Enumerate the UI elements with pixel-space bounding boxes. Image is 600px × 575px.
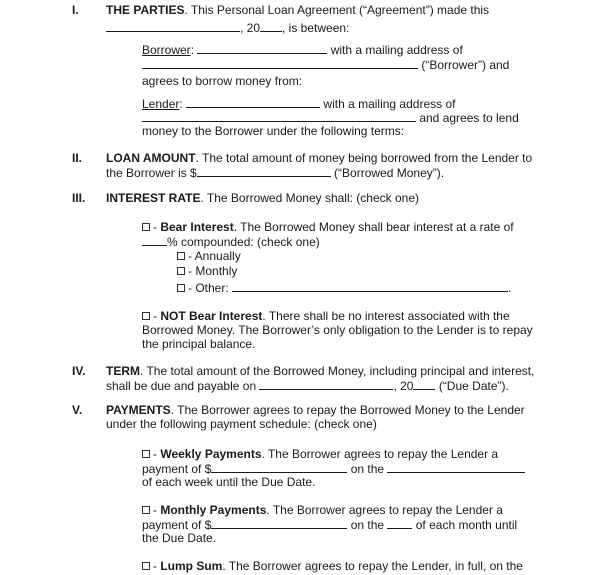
monthly-payments-line3: the Due Date. [142, 531, 217, 545]
not-bear-interest-line3: the principal balance. [142, 337, 256, 351]
weekly-amount-field[interactable] [211, 461, 347, 473]
borrower-address-field[interactable] [142, 57, 418, 69]
compound-option-monthly: - Monthly [177, 264, 237, 278]
bear-interest-checkbox[interactable] [142, 223, 150, 231]
borrower-label: Borrower [142, 43, 191, 57]
not-bear-interest-line2: Borrowed Money. The Borrower’s only obligation to the Lender is to repay [142, 323, 533, 337]
compound-option-annually: - Annually [177, 249, 241, 263]
monthly-payments-line2: payment of $ on the of each month until [142, 518, 518, 532]
compound-option-other: - Other: . [177, 280, 511, 294]
borrower-name-field[interactable] [197, 42, 327, 54]
term-line1: TERM. The total amount of the Borrowed Money, including principal and interest, [106, 364, 535, 378]
borrower-line3: agrees to borrow money from: [142, 74, 303, 88]
not-bear-interest-line1: - NOT Bear Interest. There shall be no interest associated with the [142, 309, 510, 323]
borrower-line1: Borrower: with a mailing address of [142, 43, 463, 57]
section-numeral: V. [72, 403, 83, 417]
section-numeral: I. [72, 3, 79, 17]
interest-rate-field[interactable] [142, 234, 167, 246]
term-line2: shall be due and payable on , 20 (“Due Date”). [106, 379, 509, 393]
section-heading: INTEREST RATE [106, 191, 201, 205]
section-heading: TERM [106, 364, 140, 378]
section-heading: THE PARTIES [106, 3, 185, 17]
lender-line3: money to the Borrower under the following terms: [142, 124, 405, 138]
other-checkbox[interactable] [177, 284, 185, 292]
payments-line2: under the following payment schedule: (check one) [106, 417, 377, 431]
due-year-field[interactable] [413, 378, 435, 390]
not-bear-interest-checkbox[interactable] [142, 312, 150, 320]
interest-rate-line1: INTEREST RATE. The Borrowed Money shall: (check one) [106, 191, 420, 205]
weekly-day-field[interactable] [387, 461, 525, 473]
monthly-checkbox[interactable] [177, 267, 185, 275]
bear-interest-line1: - Bear Interest. The Borrowed Money shall bear interest at a rate of [142, 220, 514, 234]
monthly-payments-line1: - Monthly Payments. The Borrower agrees to repay the Lender a [142, 503, 503, 517]
weekly-payments-line2: payment of $ on the [142, 461, 525, 475]
section-heading: LOAN AMOUNT [106, 151, 196, 165]
weekly-payments-line3: of each week until the Due Date. [142, 475, 316, 489]
section-parties-line2: , 20 , is between: [106, 20, 349, 34]
section-parties-line1: THE PARTIES. This Personal Loan Agreement (“Agreement”) made this [106, 3, 490, 17]
loan-amount-field[interactable] [197, 165, 331, 177]
section-numeral: III. [72, 191, 86, 205]
annually-checkbox[interactable] [177, 252, 185, 260]
lender-address-field[interactable] [142, 110, 416, 122]
agreement-year-field[interactable] [260, 20, 282, 32]
lender-name-field[interactable] [186, 96, 320, 108]
other-compound-field[interactable] [232, 280, 508, 292]
payments-line1: PAYMENTS. The Borrower agrees to repay the Borrowed Money to the Lender [106, 403, 525, 417]
weekly-payments-checkbox[interactable] [142, 450, 150, 458]
lump-sum-checkbox[interactable] [142, 562, 150, 570]
borrower-line2: (“Borrower”) and [142, 57, 509, 71]
lender-line2: and agrees to lend [142, 110, 519, 124]
agreement-date-field[interactable] [106, 20, 240, 32]
monthly-payments-checkbox[interactable] [142, 506, 150, 514]
loan-amount-line2: the Borrower is $ (“Borrowed Money”). [106, 166, 445, 180]
lender-label: Lender [142, 97, 180, 111]
loan-amount-line1: LOAN AMOUNT. The total amount of money being borrowed from the Lender to [106, 151, 533, 165]
weekly-payments-line1: - Weekly Payments. The Borrower agrees to repay the Lender a [142, 447, 498, 461]
monthly-day-field[interactable] [387, 517, 412, 529]
lump-sum-line1: - Lump Sum. The Borrower agrees to repay the Lender, in full, on the [142, 559, 523, 573]
section-numeral: IV. [72, 364, 86, 378]
due-date-field[interactable] [259, 378, 393, 390]
section-heading: PAYMENTS [106, 403, 171, 417]
bear-interest-line2: % compounded: (check one) [142, 234, 320, 248]
lender-line1: Lender: with a mailing address of [142, 97, 456, 111]
monthly-amount-field[interactable] [211, 517, 347, 529]
section-numeral: II. [72, 151, 83, 165]
